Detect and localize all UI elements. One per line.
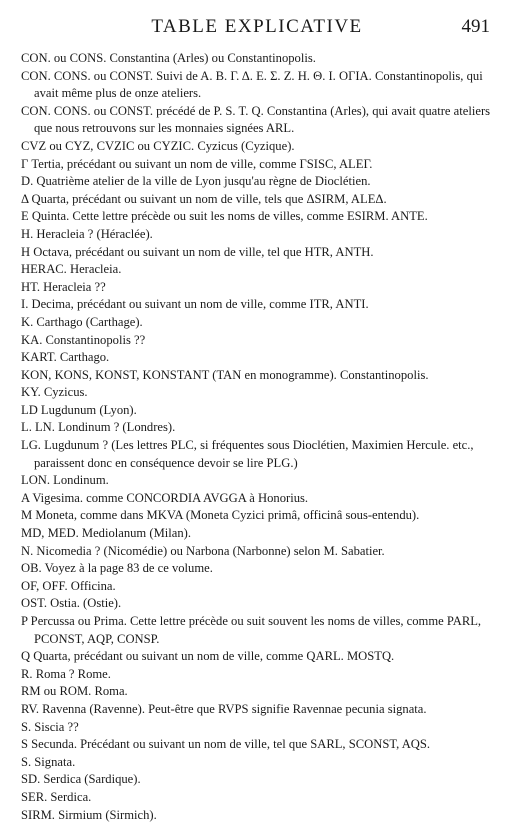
entry: I. Decima, précédant ou suivant un nom de ville, comme ITR, ANTI. [21, 297, 369, 312]
entry: N. Nicomedia ? (Nicomédie) ou Narbona (Narbonne) selon M. Sabatier. [21, 543, 385, 558]
page-header [0, 14, 514, 40]
entry: LG. Lugdunum ? (Les lettres PLC, si fréquentes sous Dioclétien, Maximien Hercule. etc., paraissent donc en conséquence devoir se lire PLG.) [21, 438, 474, 470]
entry: OF, OFF. Officina. [21, 578, 116, 593]
entry: KART. Carthago. [21, 350, 110, 365]
entry: CON. ou CONS. Constantina (Arles) ou Constantinopolis. [21, 51, 316, 65]
entry-list [21, 50, 493, 824]
entry: RV. Ravenna (Ravenne). Peut-être que RVPS signifie Ravennae pecunia signata. [21, 701, 427, 716]
entry: HT. Heracleia ?? [21, 279, 106, 294]
entry: D. Quatrième atelier de la ville de Lyon jusqu'au règne de Dioclétien. [21, 174, 371, 189]
entry: CON. CONS. ou CONST. précédé de P. S. T. Q. Constantina (Arles), qui avait quatre ateliers que nous retrouvons sur les monnaies signées ARL. [21, 103, 491, 136]
entry: A Vigesima. comme CONCORDIA AVGGA à Honorius. [21, 490, 309, 505]
entry: MD, MED. Mediolanum (Milan). [21, 526, 191, 541]
entry: L. LN. Londinum ? (Londres). [21, 420, 176, 435]
entry: R. Roma ? Rome. [21, 666, 111, 681]
entry: H. Heracleia ? (Héraclée). [21, 226, 153, 241]
entry: S. Siscia ?? [21, 719, 79, 734]
running-title: TABLE EXPLICATIVE [151, 16, 363, 37]
entry: LD Lugdunum (Lyon). [21, 402, 137, 417]
entry: P Percussa ou Prima. Cette lettre précède ou suit souvent les noms de villes, comme PARL, PCONST, AQP, CONSP. [21, 614, 482, 646]
entry: Q Quarta, précédant ou suivant un nom de ville, comme QARL. MOSTQ. [21, 649, 395, 664]
entry: S Secunda. Précédant ou suivant un nom de ville, tel que SARL, SCONST, AQS. [21, 737, 431, 752]
entry: LON. Londinum. [21, 473, 109, 488]
entry: M Moneta, comme dans MKVA (Moneta Cyzici primâ, officinâ sous-entendu). [21, 508, 420, 523]
entry: OB. Voyez à la page 83 de ce volume. [21, 561, 213, 576]
entry: SD. Serdica (Sardique). [21, 772, 141, 787]
page-number: 491 [461, 16, 490, 37]
entry: KY. Cyzicus. [21, 385, 88, 400]
entry: H Octava, précédant ou suivant un nom de ville, tel que HTR, ANTH. [21, 244, 374, 259]
entry: OST. Ostia. (Ostie). [21, 596, 122, 611]
entry: SER. Serdica. [21, 789, 92, 804]
entry: CVZ ou CYZ, CVZIC ou CYZIC. Cyzicus (Cyzique). [21, 138, 295, 153]
entry: E Quinta. Cette lettre précède ou suit les noms de villes, comme ESIRM. ANTE. [21, 209, 428, 224]
entry: SIRM. Sirmium (Sirmich). [21, 807, 157, 822]
entry: S. Signata. [21, 754, 76, 769]
entry: CON. CONS. ou CONST. Suivi de A. B. Γ. Δ. E. Σ. Z. H. Θ. I. OΓIA. Constantinopolis, qui avait même plus de onze ateliers. [21, 68, 483, 101]
entry: Γ Tertia, précédant ou suivant un nom de ville, comme ΓSISC, ALEΓ. [21, 156, 373, 171]
entry: Δ Quarta, précédant ou suivant un nom de ville, tels que ΔSIRM, ALEΔ. [21, 191, 387, 206]
entry: HERAC. Heracleia. [21, 262, 122, 277]
entry: KON, KONS, KONST, KONSTANT (TAN en monogramme). Constantinopolis. [21, 367, 429, 382]
entry: RM ou ROM. Roma. [21, 684, 128, 699]
entry: KA. Constantinopolis ?? [21, 332, 146, 347]
entry: K. Carthago (Carthage). [21, 314, 143, 329]
